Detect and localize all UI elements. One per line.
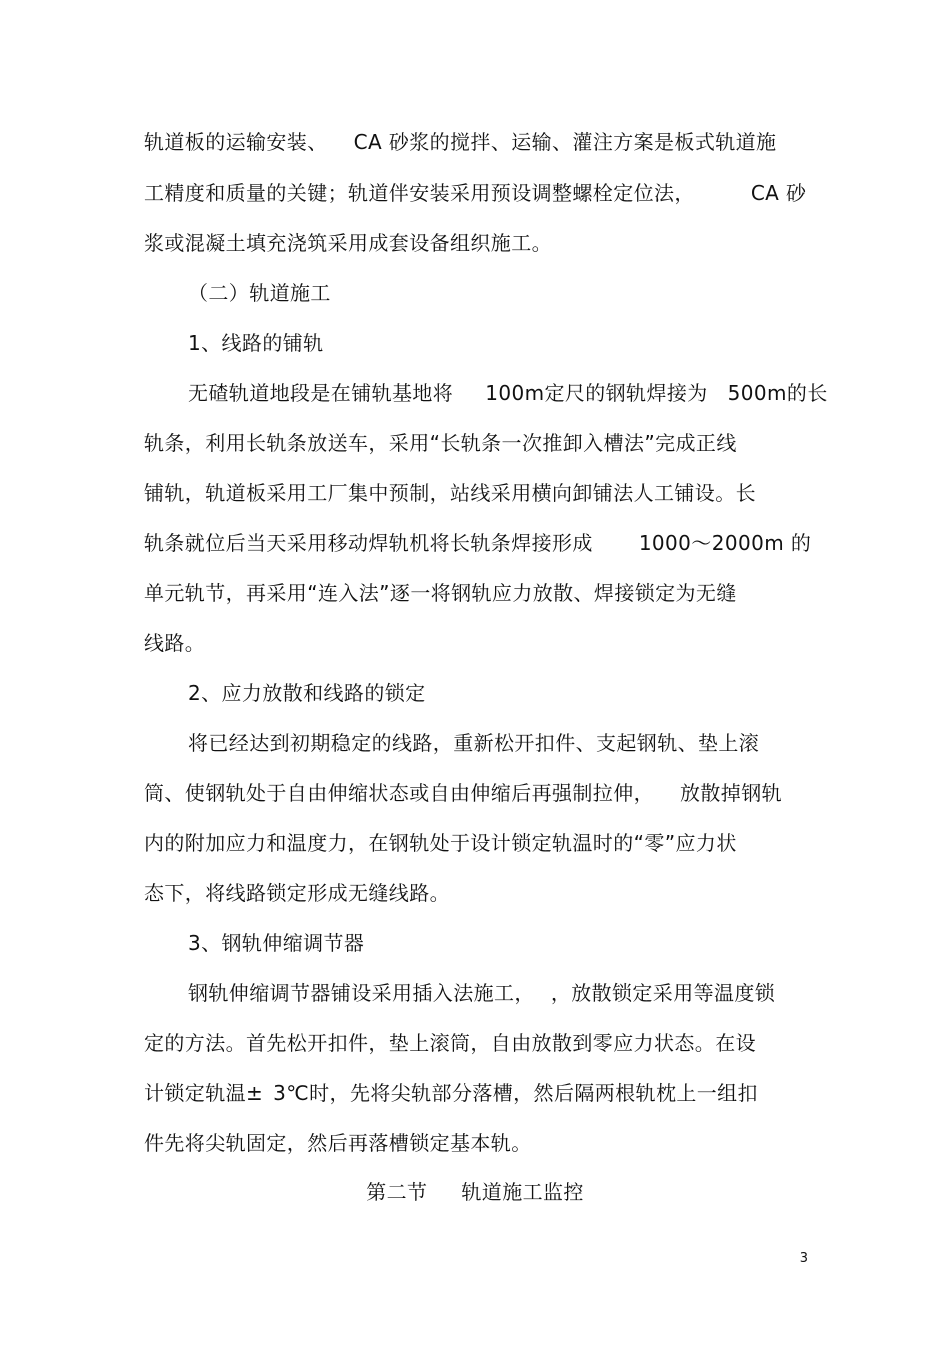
text-segment: 线路。 [144, 631, 206, 655]
section-heading [0, 1178, 950, 1206]
text-line [144, 1079, 758, 1107]
text-line [144, 579, 737, 607]
text-line [144, 879, 450, 907]
text-line [144, 529, 811, 557]
text-segment: 放散掉钢轨 [680, 781, 782, 805]
text-line [188, 729, 759, 757]
text-line [144, 179, 806, 207]
text-segment: 1、线路的铺轨 [188, 331, 324, 355]
text-line [144, 779, 782, 807]
text-segment: 3、钢轨伸缩调节器 [188, 931, 365, 955]
page-number: 3 [799, 1251, 808, 1266]
text-segment: 铺轨，轨道板采用工厂集中预制，站线采用横向卸铺法人工铺设。长 [144, 481, 756, 505]
text-segment: CA 砂 [750, 181, 807, 205]
section-title: 轨道施工监控 [461, 1180, 584, 1204]
text-line [144, 629, 205, 657]
subheading [188, 679, 426, 707]
text-segment: 轨条，利用长轨条放送车，采用“长轨条一次推卸入槽法”完成正线 [144, 431, 737, 455]
text-line [144, 479, 756, 507]
text-line [144, 229, 552, 257]
subheading [188, 279, 331, 307]
text-line [188, 979, 775, 1007]
text-segment: 轨道板的运输安装、 [144, 130, 328, 154]
text-segment: 定的方法。首先松开扣件，垫上滚筒，自由放散到零应力状态。在设 [144, 1031, 756, 1055]
text-segment: 3℃时，先将尖轨部分落槽，然后隔两根轨枕上一组扣 [273, 1081, 758, 1105]
text-segment: 轨条就位后当天采用移动焊轨机将长轨条焊接形成 [144, 531, 593, 555]
text-line [188, 379, 828, 407]
text-segment: ，放散锁定采用等温度锁 [550, 981, 776, 1005]
text-segment: 浆或混凝土填充浇筑采用成套设备组织施工。 [144, 231, 552, 255]
text-segment: CA 砂浆的搅拌、运输、灌注方案是板式轨道施 [353, 130, 777, 154]
text-segment: 无碴轨道地段是在铺轨基地将 [188, 381, 454, 405]
text-segment: 件先将尖轨固定，然后再落槽锁定基本轨。 [144, 1131, 532, 1155]
text-segment: （二）轨道施工 [188, 281, 331, 305]
section-number: 第二节 [366, 1180, 428, 1204]
text-line [144, 1129, 532, 1157]
text-segment: 计锁定轨温± [144, 1081, 264, 1105]
text-segment: 100m定尺的钢轨焊接为 [485, 381, 708, 405]
subheading [188, 329, 324, 357]
text-segment: 将已经达到初期稳定的线路，重新松开扣件、支起钢轨、垫上滚 [188, 731, 760, 755]
text-segment: 2、应力放散和线路的锁定 [188, 681, 426, 705]
text-line [144, 128, 776, 156]
text-line [144, 829, 737, 857]
text-segment: 1000～2000m 的 [638, 531, 812, 555]
text-line [144, 429, 737, 457]
text-segment: 内的附加应力和温度力，在钢轨处于设计锁定轨温时的“零”应力状 [144, 831, 737, 855]
text-segment: 单元轨节，再采用“连入法”逐一将钢轨应力放散、焊接锁定为无缝 [144, 581, 737, 605]
text-segment: 钢轨伸缩调节器铺设采用插入法施工， [188, 981, 535, 1005]
text-line [144, 1029, 756, 1057]
text-segment: 工精度和质量的关键；轨道伴安装采用预设调整螺栓定位法， [144, 181, 695, 205]
text-segment: 500m的长 [727, 381, 828, 405]
text-segment: 筒、使钢轨处于自由伸缩状态或自由伸缩后再强制拉伸， [144, 781, 654, 805]
subheading [188, 929, 364, 957]
text-segment: 态下，将线路锁定形成无缝线路。 [144, 881, 450, 905]
